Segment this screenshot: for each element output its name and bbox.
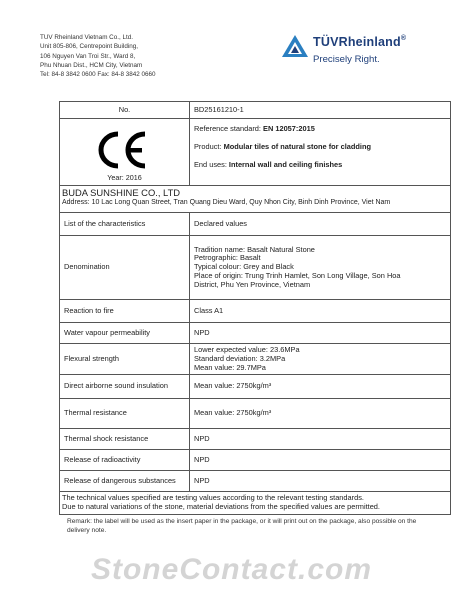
technical-note: The technical values specified are testing values according to the relevant testing standards. Due to natural variations of the stone, material deviations from the specified values are permitted. bbox=[60, 492, 451, 515]
declared-value: Tradition name: Basalt Natural Stone Petrographic: Basalt Typical colour: Grey and Black Place of origin: Trung Trinh Hamlet, Son Long Village, Son Hoa District, Phu Yen Province, Vietnam bbox=[190, 236, 451, 300]
certificate-table bbox=[59, 101, 451, 515]
declared-values-header: Declared values bbox=[190, 213, 451, 236]
table-row bbox=[60, 471, 451, 492]
declared-value: Lower expected value: 23.6MPa Standard deviation: 3.2MPa Mean value: 29.7MPa bbox=[190, 344, 451, 375]
declared-value: NPD bbox=[190, 323, 451, 344]
number-value: BD25161210-1 bbox=[190, 102, 451, 119]
declared-value: Mean value: 2750kg/m³ bbox=[190, 375, 451, 399]
characteristics-header: List of the characteristics bbox=[60, 213, 190, 236]
table-row bbox=[60, 492, 451, 515]
issuer-line: Unit 805-806, Centrepoint Building, bbox=[40, 43, 139, 51]
characteristic-name: Thermal resistance bbox=[60, 399, 190, 429]
declared-value: NPD bbox=[190, 471, 451, 492]
table-row bbox=[60, 344, 451, 375]
product-info-cell bbox=[190, 119, 451, 186]
characteristic-name: Direct airborne sound insulation bbox=[60, 375, 190, 399]
remark-text: Remark: the label will be used as the insert paper in the package, or it will print out on the package, also possible on the delivery note. bbox=[67, 518, 417, 534]
table-row bbox=[60, 236, 451, 300]
company-cell bbox=[60, 186, 451, 213]
watermark: StoneContact.com bbox=[90, 553, 373, 586]
table-row bbox=[60, 375, 451, 399]
ce-year: Year: 2016 bbox=[107, 173, 142, 183]
company-name: BUDA SUNSHINE CO., LTD bbox=[62, 187, 181, 198]
product-line: Product: Modular tiles of natural stone for cladding bbox=[194, 141, 371, 151]
logo-tagline: Precisely Right. bbox=[313, 54, 380, 65]
declared-value: NPD bbox=[190, 429, 451, 450]
tuv-logo bbox=[281, 32, 431, 72]
declared-value: Class A1 bbox=[190, 300, 451, 323]
reference-standard: Reference standard: EN 12057:2015 bbox=[194, 124, 315, 133]
table-row bbox=[60, 213, 451, 236]
table-row bbox=[60, 119, 451, 186]
characteristic-name: Flexural strength bbox=[60, 344, 190, 375]
number-label: No. bbox=[60, 102, 190, 119]
ce-mark-icon bbox=[94, 131, 148, 169]
company-address: Address: 10 Lac Long Quan Street, Tran Quang Dieu Ward, Quy Nhon City, Binh Dinh Province, Viet Nam bbox=[62, 199, 391, 206]
characteristic-name: Water vapour permeability bbox=[60, 323, 190, 344]
issuer-line: Phu Nhuan Dist., HCM City, Vietnam bbox=[40, 61, 143, 69]
issuer-line: TUV Rheinland Vietnam Co., Ltd. bbox=[40, 34, 133, 41]
logo-registered-mark: ® bbox=[400, 35, 407, 42]
characteristic-name: Release of radioactivity bbox=[60, 450, 190, 471]
logo-brand-text: TÜVRheinland bbox=[313, 35, 401, 49]
table-row bbox=[60, 399, 451, 429]
table-row bbox=[60, 186, 451, 213]
issuer-line: 106 Nguyen Van Troi Str., Ward 8, bbox=[40, 52, 136, 60]
ce-mark-cell bbox=[60, 119, 190, 186]
declared-value: NPD bbox=[190, 450, 451, 471]
table-row bbox=[60, 323, 451, 344]
logo-brand bbox=[313, 35, 406, 49]
characteristic-name: Denomination bbox=[60, 236, 190, 300]
table-row bbox=[60, 102, 451, 119]
characteristic-name: Thermal shock resistance bbox=[60, 429, 190, 450]
characteristic-name: Release of dangerous substances bbox=[60, 471, 190, 492]
issuer-line: Tel: 84-8 3842 0600 Fax: 84-8 3842 0660 bbox=[40, 71, 156, 79]
table-row bbox=[60, 450, 451, 471]
end-uses: End uses: Internal wall and ceiling finishes bbox=[194, 159, 343, 169]
table-row bbox=[60, 300, 451, 323]
tuv-triangle-icon bbox=[281, 34, 309, 58]
issuer-address-block bbox=[40, 33, 156, 79]
declared-value: Mean value: 2750kg/m³ bbox=[190, 399, 451, 429]
table-row bbox=[60, 429, 451, 450]
characteristic-name: Reaction to fire bbox=[60, 300, 190, 323]
